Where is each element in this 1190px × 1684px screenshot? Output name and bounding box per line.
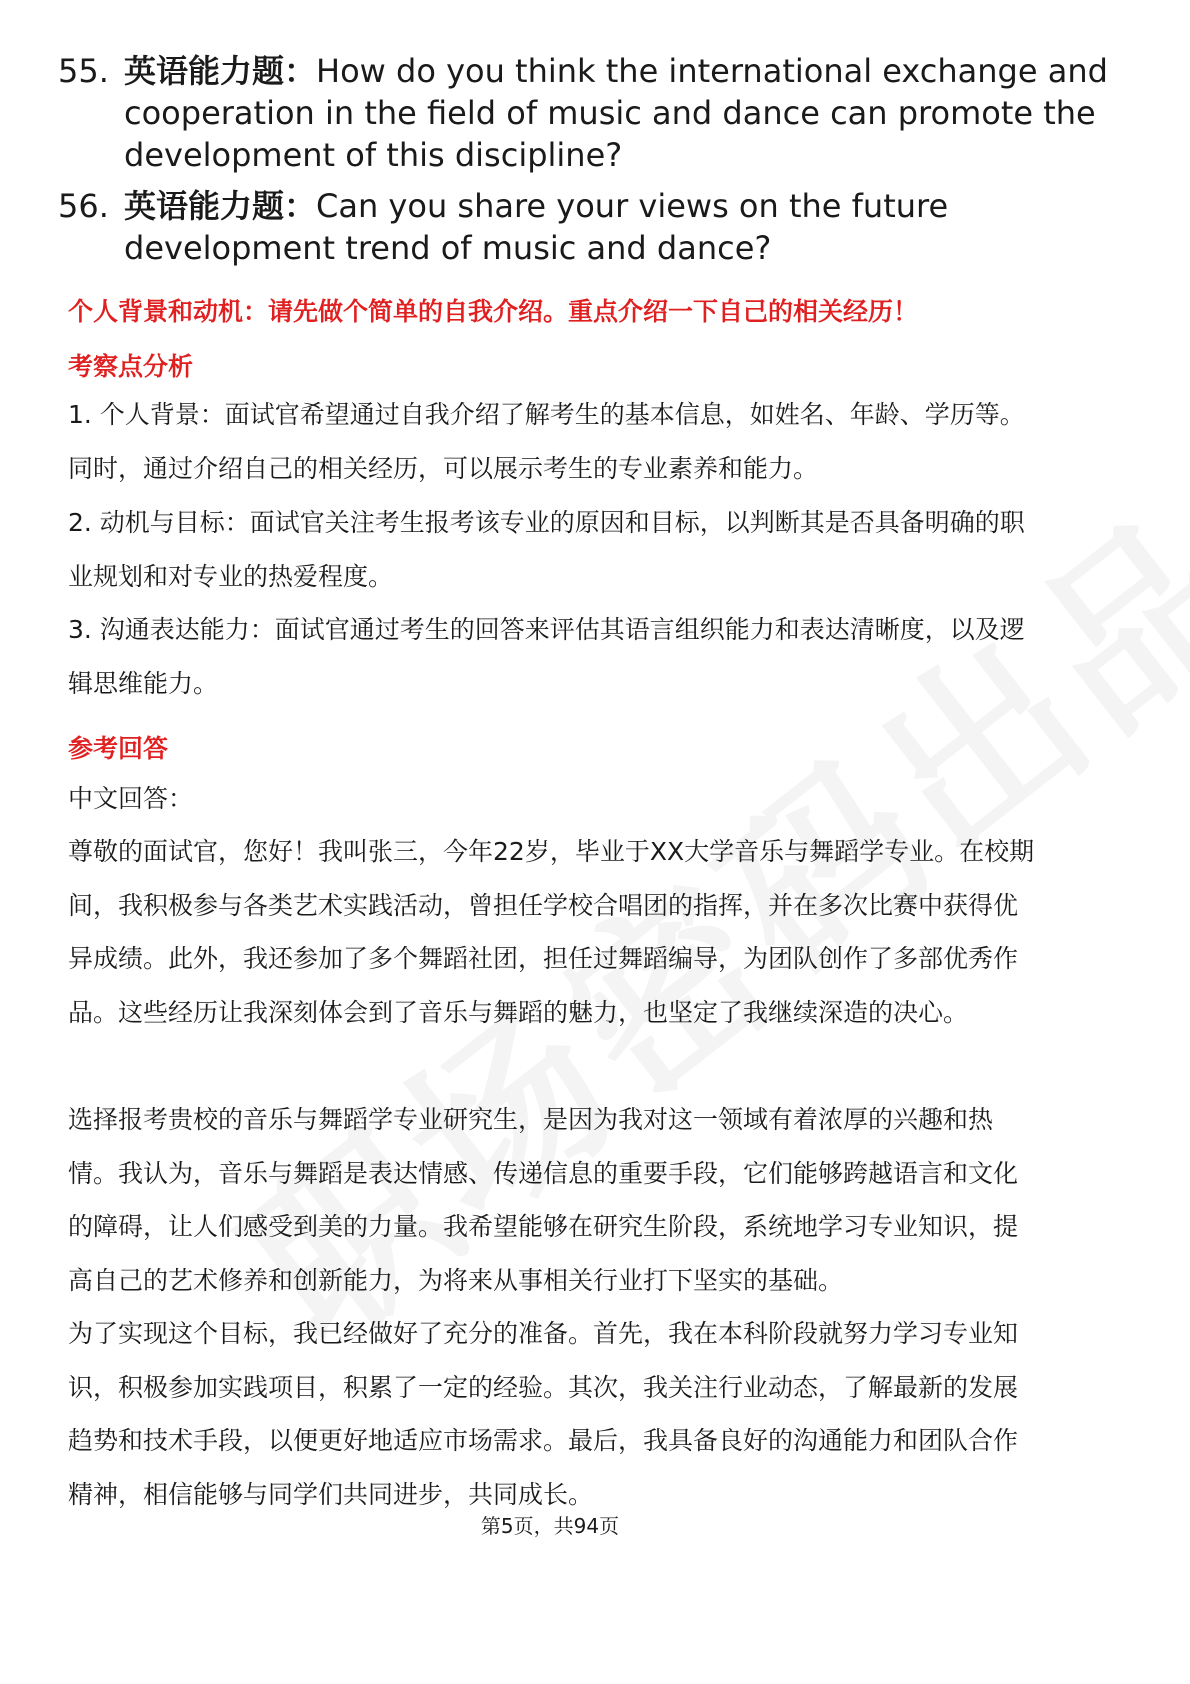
answer-paragraph-intro: 尊敬的面试官，您好！我叫张三，今年22岁，毕业于XX大学音乐与舞蹈学专业。在校期间，我积极参与各类艺术实践活动，曾担任学校合唱团的指挥，并在多次比赛中获得优异成绩。此外，我还参加了多个舞蹈社团，担任过舞蹈编导，为团队创作了多部优秀作品。这些经历让我深刻体会到了音乐与舞蹈的魅力，也坚定了我继续深造的决心。	[68, 837, 1035, 1027]
motivation-heading: 个人背景和动机：请先做个简单的自我介绍。重点介绍一下自己的相关经历！	[68, 297, 919, 326]
analysis-point-1: 1. 个人背景：面试官希望通过自我介绍了解考生的基本信息，如姓名、年龄、学历等。同时，通过介绍自己的相关经历，可以展示考生的专业素养和能力。	[68, 400, 1025, 483]
question-number: 55.	[58, 52, 109, 90]
question-56	[58, 185, 1118, 269]
reference-answer-heading: 参考回答	[68, 734, 169, 763]
question-body	[124, 50, 1118, 176]
question-text: How do you think the international exchange and cooperation in the field of music and dance can promote the development of this discipline?	[124, 52, 1108, 174]
analysis-heading: 考察点分析	[68, 352, 194, 381]
chinese-answer-label: 中文回答：	[68, 784, 194, 813]
page-number-footer: 第5页，共94页	[480, 1514, 620, 1538]
analysis-point-3: 3. 沟通表达能力：面试官通过考生的回答来评估其语言组织能力和表达清晰度，以及逻辑思维能力。	[68, 615, 1025, 698]
question-55	[58, 50, 1118, 176]
analysis-point-2: 2. 动机与目标：面试官关注考生报考该专业的原因和目标，以判断其是否具备明确的职业规划和对专业的热爱程度。	[68, 508, 1025, 591]
answer-paragraph-preparation: 为了实现这个目标，我已经做好了充分的准备。首先，我在本科阶段就努力学习专业知识，积极参加实践项目，积累了一定的经验。其次，我关注行业动态，了解最新的发展趋势和技术手段，以便更好地适应市场需求。最后，我具备良好的沟通能力和团队合作精神，相信能够与同学们共同进步，共同成长。	[68, 1319, 1019, 1509]
question-number: 56.	[58, 187, 109, 225]
question-label: 英语能力题：	[124, 52, 317, 90]
answer-paragraph-reason: 选择报考贵校的音乐与舞蹈学专业研究生，是因为我对这一领域有着浓厚的兴趣和热情。我认为，音乐与舞蹈是表达情感、传递信息的重要手段，它们能够跨越语言和文化的障碍，让人们感受到美的力量。我希望能够在研究生阶段，系统地学习专业知识，提高自己的艺术修养和创新能力，为将来从事相关行业打下坚实的基础。	[68, 1105, 1019, 1295]
question-body	[124, 185, 1118, 269]
question-label: 英语能力题：	[124, 187, 317, 225]
question-text: Can you share your views on the future development trend of music and dance?	[124, 187, 949, 267]
